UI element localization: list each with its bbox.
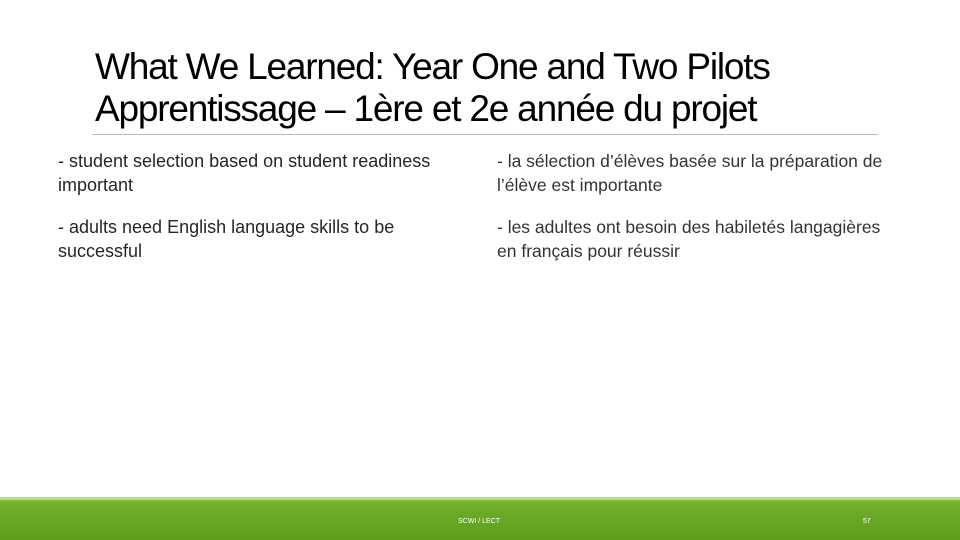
title-divider [92, 134, 878, 135]
slide-title [95, 46, 895, 130]
french-column [497, 149, 897, 281]
slide-title-french: Apprentissage – 1ère et 2e année du projet [95, 88, 757, 129]
footer-label: SCWI / LECT [458, 518, 501, 525]
french-point-2: - les adultes ont besoin des habiletés langagières en français pour réussir [497, 217, 881, 261]
english-column [58, 149, 468, 281]
slide-title-english: What We Learned: Year One and Two Pilots [95, 46, 770, 87]
english-point-2: - adults need English language skills to be successful [58, 217, 395, 261]
page-number: 57 [863, 518, 871, 525]
english-point-1: - student selection based on student readiness important [58, 151, 431, 195]
french-point-1: - la sélection d’élèves basée sur la préparation de l’élève est importante [497, 151, 883, 195]
